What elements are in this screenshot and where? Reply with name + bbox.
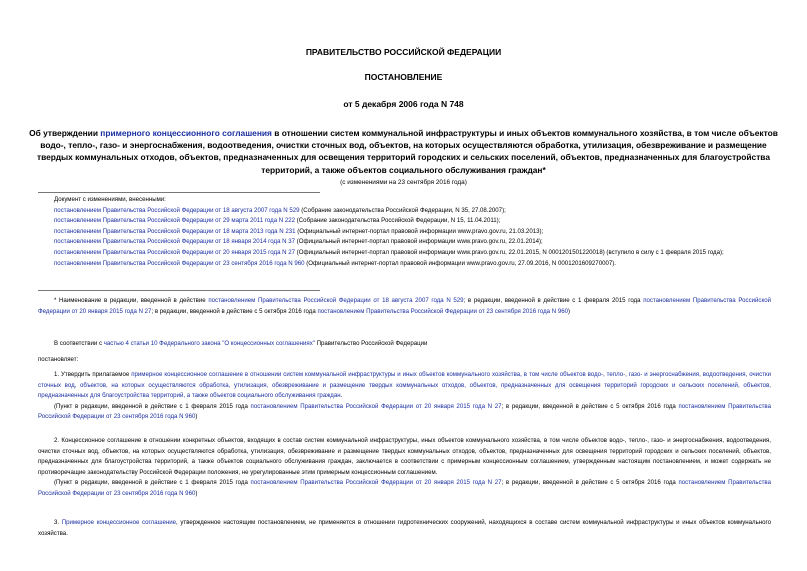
paragraph-2 (38, 436, 771, 500)
amendment-item (38, 227, 771, 238)
footnote-link[interactable]: постановлением Правительства Российской Федерации от 23 сентября 2016 года N 960 (317, 307, 569, 315)
document-date: от 5 декабря 2006 года N 748 (343, 99, 464, 109)
footnote (38, 296, 771, 317)
decree-word: постановляет: (38, 356, 79, 363)
edit-note-link[interactable]: постановлением Правительства Российской Федерации от 23 сентября 2016 года N 960 (38, 402, 771, 421)
edit-note-text: (Пункт в редакции, введенной в действие с 1 февраля 2015 года (54, 402, 251, 410)
amendments-list (38, 195, 771, 269)
amendment-source: (Официальный интернет-портал правовой информации www.pravo.gov.ru, 21.03.2013); (295, 227, 544, 235)
footnote-text: ) (568, 307, 571, 315)
amendment-source: (Официальный интернет-портал правовой информации www.pravo.gov.ru, 22.01.2015, N 0001201501220018) (вступило в силу с 1 февраля 2015 года); (295, 248, 724, 256)
paragraph-1 (38, 370, 771, 423)
amendment-source: (Официальный интернет-портал правовой информации www.pravo.gov.ru, 27.09.2016, N 0001201609270007). (304, 259, 616, 267)
amendment-source: (Официальный интернет-портал правовой информации www.pravo.gov.ru, 22.01.2014); (295, 238, 543, 246)
paragraph-text: 1. Утвердить прилагаемое (54, 371, 132, 378)
edit-note-text: ) (195, 489, 198, 497)
amendment-link[interactable]: постановлением Правительства Российской Федерации от 18 января 2014 года N 37 (54, 238, 296, 246)
amendment-item (38, 248, 771, 259)
title-rest: в отношении систем коммунальной инфраструктуры и иных объектов коммунального хозяйства, в том числе объектов водо-, тепло-, газо- и энергоснабжения, водоотведения, очистки сточных вод, объектов, на которых осуществляются обработка, утилизация, обезвреживание и размещение твердых коммунальных отходов, объектов, предназначенных для освещения территорий городских и сельских поселений, объектов, предназначенных для благоустройства территорий, а также объектов социального обслуживания граждан* (36, 128, 778, 175)
amendment-link[interactable]: постановлением Правительства Российской Федерации от 18 августа 2007 года N 529 (54, 206, 300, 214)
amendment-source: (Собрание законодательства Российской Федерации, N 35, 27.08.2007); (299, 206, 506, 214)
footnote-text: * Наименование в редакции, введенной в действие (54, 297, 209, 304)
agreement-link[interactable]: Примерное концессионное соглашение (61, 519, 177, 526)
intro-text: Правительство Российской Федерации (314, 340, 428, 347)
edit-note-text: ; в редакции, введенной в действие с 5 октября 2016 года (501, 479, 679, 487)
paragraph-text: 3. (54, 519, 62, 526)
amendment-link[interactable]: постановлением Правительства Российской Федерации от 20 января 2015 года N 27 (54, 248, 296, 256)
divider-top (38, 192, 320, 193)
footnote-text: ; в редакции, введенной в действие с 1 февраля 2015 года (463, 297, 644, 304)
edit-note-text: ; в редакции, введенной в действие с 5 октября 2016 года (501, 402, 679, 410)
edit-note-text: (Пункт в редакции, введенной в действие с 1 февраля 2015 года (54, 479, 251, 487)
amendment-item (38, 259, 771, 270)
document-type-heading: ПОСТАНОВЛЕНИЕ (364, 72, 443, 82)
law-link[interactable]: частью 4 статьи 10 Федерального закона "О концессионных соглашениях" (103, 340, 315, 347)
amendment-item (38, 216, 771, 227)
amendment-link[interactable]: постановлением Правительства Российской Федерации от 29 марта 2011 года N 222 (54, 217, 296, 225)
edit-note-text: ) (195, 413, 198, 421)
document-title (24, 127, 783, 176)
edit-note-link[interactable]: постановлением Правительства Российской Федерации от 20 января 2015 года N 27 (250, 402, 502, 410)
amendment-item (38, 206, 771, 217)
intro-text: В соответствии с (54, 340, 104, 347)
changes-note: (с изменениями на 23 сентября 2016 года) (340, 179, 467, 186)
paragraph-text: 2. Концессионное соглашение в отношении конкретных объектов, входящих в состав систем коммунальной инфраструктуры, иных объектов коммунального хозяйства, в том числе объектов водо-, тепло-, газо- и энергоснабжения, водоотведения, очистки сточных вод, объектов, на которых осуществляются обработка, утилизация, обезвреживание и размещение твердых коммунальных отходов, объектов, предназначенных для освещения территорий городских и сельских поселений, объектов, предназначенных для благоустройства территорий, а также объектов социального обслуживания граждан, заключается в соответствии с примерным концессионным соглашением, утвержденным настоящим постановлением, и может содержать не противоречащие законодательству Российской Федерации положения, не урегулированные этим примерным концессионным соглашением. (38, 437, 771, 476)
amendments-header: Документ с изменениями, внесенными: (54, 196, 166, 203)
footnote-link[interactable]: постановлением Правительства Российской Федерации от 20 января 2015 года N 27 (38, 297, 771, 315)
amendment-link[interactable]: постановлением Правительства Российской Федерации от 18 марта 2013 года N 231 (54, 227, 296, 235)
paragraph-3 (38, 518, 771, 539)
amendment-link[interactable]: постановлением Правительства Российской Федерации от 23 сентября 2016 года N 960 (54, 259, 305, 267)
divider-footnote (38, 290, 320, 291)
intro-paragraph (38, 339, 771, 350)
title-link[interactable]: примерного концессионного соглашения (100, 128, 272, 138)
paragraph-text: . (340, 392, 343, 400)
government-heading: ПРАВИТЕЛЬСТВО РОССИЙСКОЙ ФЕДЕРАЦИИ (305, 47, 502, 57)
edit-note-link[interactable]: постановлением Правительства Российской Федерации от 20 января 2015 года N 27 (250, 479, 502, 487)
title-prefix: Об утверждении (29, 128, 101, 138)
edit-note-link[interactable]: постановлением Правительства Российской Федерации от 23 сентября 2016 года N 960 (38, 479, 771, 497)
footnote-text: ; в редакции, введенной в действие с 5 октября 2016 года (151, 307, 318, 315)
paragraph-text: , утвержденное настоящим постановлением, не применяется в отношении гидротехнических сооружений, находящихся в составе систем коммунальной инфраструктуры и иных объектов коммунального хозяйства. (38, 519, 771, 537)
amendment-source: (Собрание законодательства Российской Федерации, N 15, 11.04.2011); (295, 217, 501, 225)
amendment-item (38, 237, 771, 248)
footnote-link[interactable]: постановлением Правительства Российской Федерации от 18 августа 2007 года N 529 (208, 297, 464, 304)
agreement-link[interactable]: примерное концессионное соглашение в отношении систем коммунальной инфраструктуры и иных объектов коммунального хозяйства, в том числе объектов водо-, тепло-, газо- и энергоснабжения, водоотведения, очистки сточных вод, объектов, на которых осуществляются обработка, утилизация, обезвреживание и размещение твердых коммунальных отходов, объектов, предназначенных для освещения территорий городских и сельских поселений, объектов, предназначенных для благоустройства территорий, а также объектов социального обслуживания граждан (38, 371, 771, 400)
